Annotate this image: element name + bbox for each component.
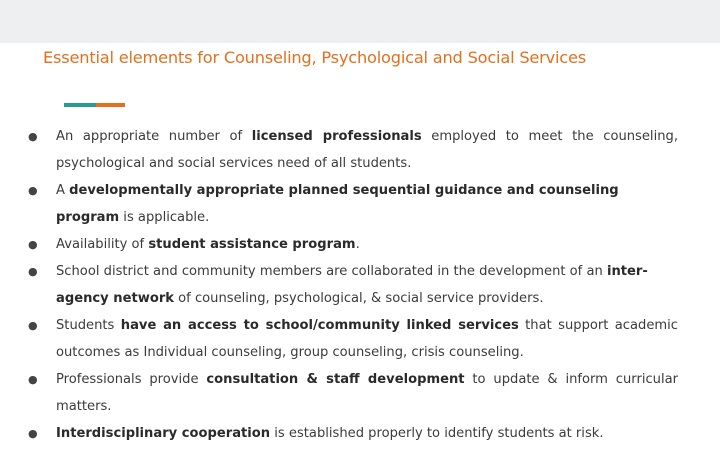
bullet-emphasis: inter-agency network (56, 264, 648, 306)
bullet-icon: ● (28, 265, 38, 278)
bullet-emphasis: consultation & staff development (206, 372, 465, 387)
slide-title: Essential elements for Counseling, Psychological and Social Services (43, 48, 586, 67)
list-item (0, 258, 720, 312)
accent-bar-teal (64, 103, 96, 107)
bullet-text: to update & inform curricular matters. (56, 372, 679, 414)
bullet-text: . (355, 237, 360, 252)
bullet-text: Students (56, 318, 121, 333)
list-item (0, 231, 720, 258)
list-item (0, 312, 720, 366)
bullet-icon: ● (28, 427, 38, 440)
header-band (0, 0, 720, 43)
bullet-icon: ● (28, 238, 38, 251)
bullet-text: that support academic outcomes as Individual counseling, group counseling, crisis counseling. (56, 318, 678, 360)
list-item (0, 366, 720, 420)
bullet-icon: ● (28, 184, 38, 197)
bullet-icon: ● (28, 319, 38, 332)
bullet-text: School district and community members are collaborated in the development of an (56, 264, 607, 279)
bullet-emphasis: have an access to school/community linked services (120, 318, 519, 333)
bullet-text: is established properly to identify students at risk. (270, 426, 604, 441)
bullet-emphasis: developmentally appropriate planned sequential guidance and counseling program (56, 183, 619, 225)
bullet-text: Availability of (56, 237, 149, 252)
bullet-text: of counseling, psychological, & social service providers. (174, 291, 544, 306)
bullet-emphasis: student assistance program (148, 237, 356, 252)
bullet-list (0, 123, 720, 447)
bullet-text: employed to meet the counseling, psychological and social services need of all students. (56, 129, 678, 171)
accent-bar-orange (96, 103, 125, 107)
bullet-icon: ● (28, 130, 38, 143)
bullet-text: is applicable. (119, 210, 210, 225)
list-item (0, 420, 720, 447)
bullet-text: Professionals provide (56, 372, 207, 387)
bullet-text: A (56, 183, 70, 198)
bullet-emphasis: licensed professionals (251, 129, 422, 144)
bullet-icon: ● (28, 373, 38, 386)
list-item (0, 177, 720, 231)
list-item (0, 123, 720, 177)
bullet-emphasis: Interdisciplinary cooperation (56, 426, 271, 441)
bullet-text: An appropriate number of (56, 129, 252, 144)
